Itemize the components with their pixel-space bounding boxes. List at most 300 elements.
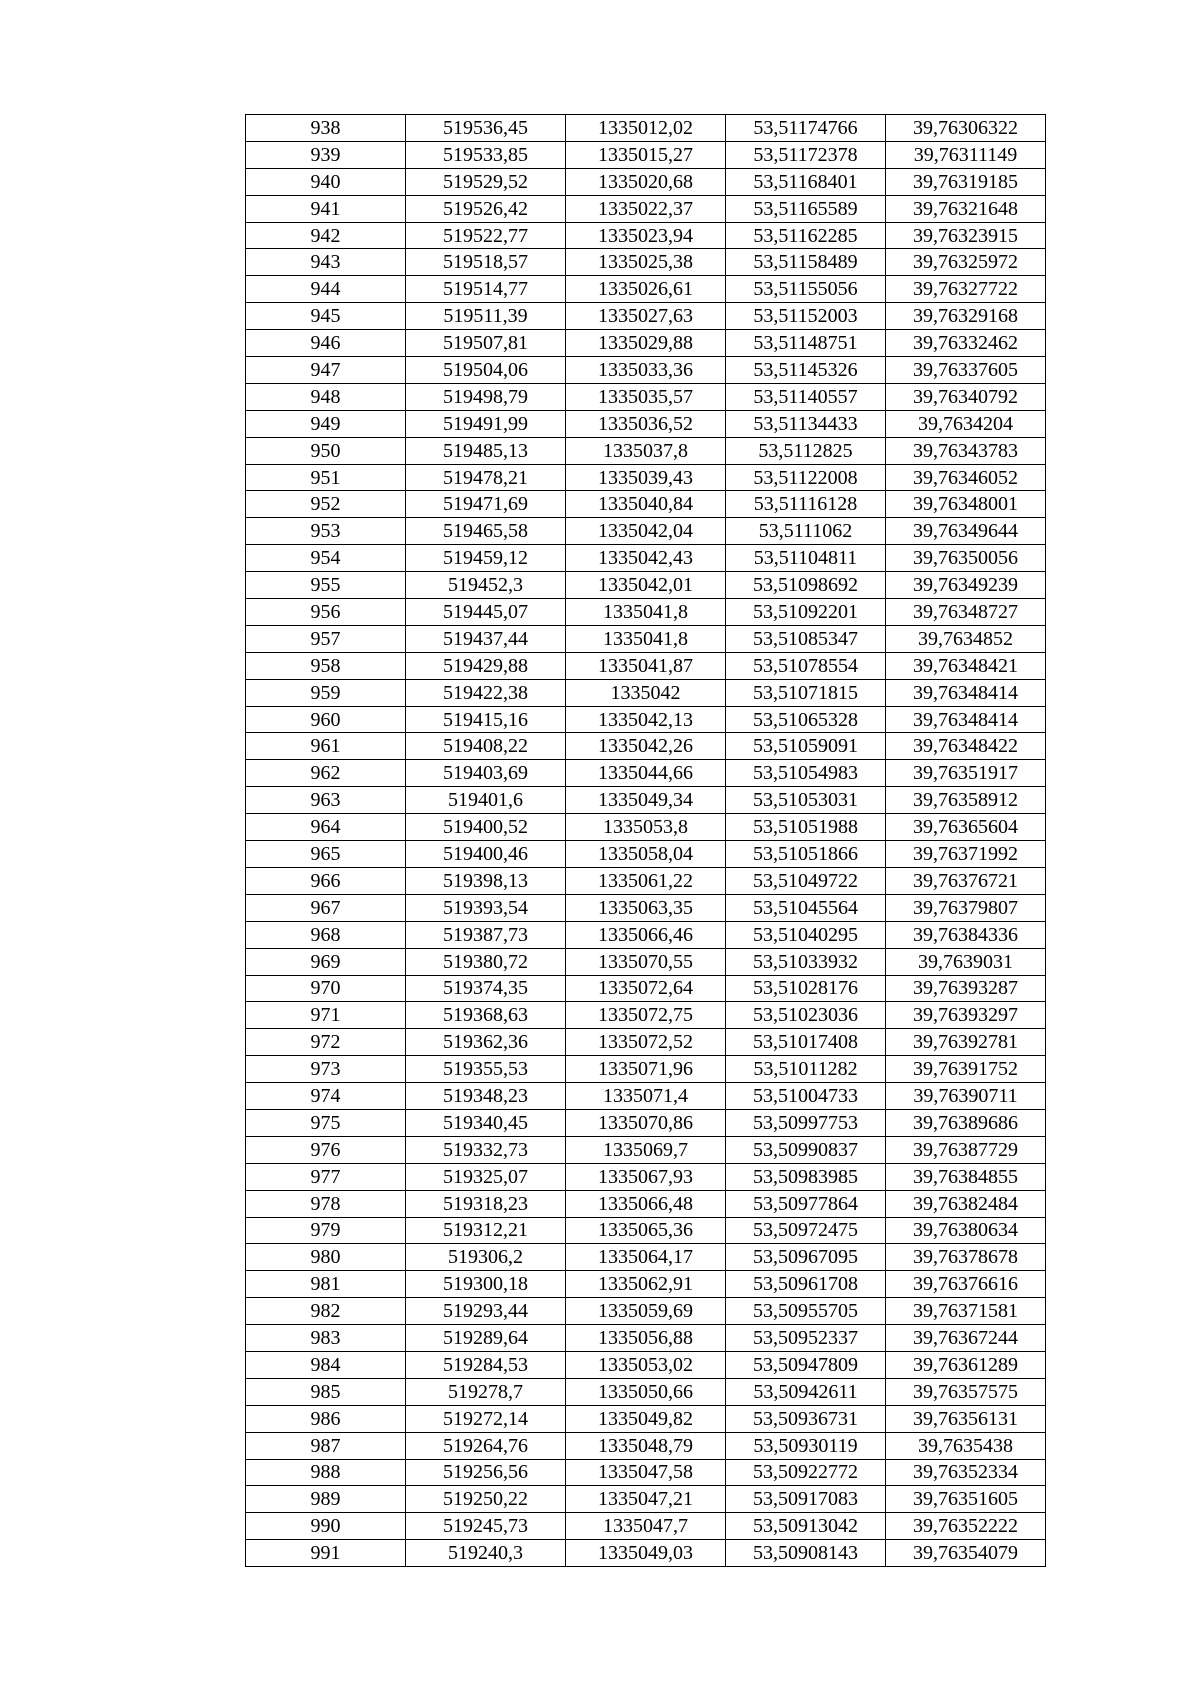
latitude-cell: 53,50913042 [726, 1513, 886, 1540]
x-coordinate-cell: 519471,69 [406, 491, 566, 518]
latitude-cell: 53,51085347 [726, 625, 886, 652]
point-number-cell: 962 [246, 760, 406, 787]
x-coordinate-cell: 519401,6 [406, 787, 566, 814]
table-row [246, 1351, 1046, 1378]
latitude-cell: 53,51152003 [726, 303, 886, 330]
coordinates-table-body [246, 115, 1046, 1567]
table-row [246, 814, 1046, 841]
y-coordinate-cell: 1335061,22 [566, 867, 726, 894]
latitude-cell: 53,50955705 [726, 1298, 886, 1325]
point-number-cell: 985 [246, 1378, 406, 1405]
longitude-cell: 39,76392781 [886, 1029, 1046, 1056]
y-coordinate-cell: 1335033,36 [566, 357, 726, 384]
longitude-cell: 39,76325972 [886, 249, 1046, 276]
latitude-cell: 53,5111062 [726, 518, 886, 545]
point-number-cell: 987 [246, 1432, 406, 1459]
table-row [246, 383, 1046, 410]
x-coordinate-cell: 519518,57 [406, 249, 566, 276]
x-coordinate-cell: 519272,14 [406, 1405, 566, 1432]
y-coordinate-cell: 1335029,88 [566, 330, 726, 357]
y-coordinate-cell: 1335039,43 [566, 464, 726, 491]
table-row [246, 195, 1046, 222]
table-row [246, 1217, 1046, 1244]
table-row [246, 948, 1046, 975]
point-number-cell: 980 [246, 1244, 406, 1271]
x-coordinate-cell: 519289,64 [406, 1325, 566, 1352]
table-row [246, 1432, 1046, 1459]
x-coordinate-cell: 519437,44 [406, 625, 566, 652]
point-number-cell: 990 [246, 1513, 406, 1540]
latitude-cell: 53,51140557 [726, 383, 886, 410]
longitude-cell: 39,76351917 [886, 760, 1046, 787]
x-coordinate-cell: 519278,7 [406, 1378, 566, 1405]
point-number-cell: 982 [246, 1298, 406, 1325]
x-coordinate-cell: 519355,53 [406, 1056, 566, 1083]
table-row [246, 652, 1046, 679]
longitude-cell: 39,76382484 [886, 1190, 1046, 1217]
longitude-cell: 39,76340792 [886, 383, 1046, 410]
longitude-cell: 39,76348414 [886, 706, 1046, 733]
latitude-cell: 53,51092201 [726, 599, 886, 626]
y-coordinate-cell: 1335047,21 [566, 1486, 726, 1513]
y-coordinate-cell: 1335047,7 [566, 1513, 726, 1540]
latitude-cell: 53,51145326 [726, 357, 886, 384]
latitude-cell: 53,50952337 [726, 1325, 886, 1352]
table-row [246, 599, 1046, 626]
longitude-cell: 39,76306322 [886, 115, 1046, 142]
longitude-cell: 39,76379807 [886, 894, 1046, 921]
y-coordinate-cell: 1335049,82 [566, 1405, 726, 1432]
point-number-cell: 943 [246, 249, 406, 276]
longitude-cell: 39,76390711 [886, 1083, 1046, 1110]
table-row [246, 141, 1046, 168]
longitude-cell: 39,76380634 [886, 1217, 1046, 1244]
longitude-cell: 39,76350056 [886, 545, 1046, 572]
latitude-cell: 53,51155056 [726, 276, 886, 303]
point-number-cell: 951 [246, 464, 406, 491]
point-number-cell: 946 [246, 330, 406, 357]
point-number-cell: 955 [246, 572, 406, 599]
x-coordinate-cell: 519318,23 [406, 1190, 566, 1217]
x-coordinate-cell: 519422,38 [406, 679, 566, 706]
latitude-cell: 53,50961708 [726, 1271, 886, 1298]
point-number-cell: 966 [246, 867, 406, 894]
table-row [246, 168, 1046, 195]
latitude-cell: 53,5112825 [726, 437, 886, 464]
y-coordinate-cell: 1335053,02 [566, 1351, 726, 1378]
latitude-cell: 53,51165589 [726, 195, 886, 222]
table-row [246, 1163, 1046, 1190]
x-coordinate-cell: 519511,39 [406, 303, 566, 330]
point-number-cell: 991 [246, 1540, 406, 1567]
latitude-cell: 53,50977864 [726, 1190, 886, 1217]
y-coordinate-cell: 1335053,8 [566, 814, 726, 841]
table-row [246, 1002, 1046, 1029]
table-row [246, 1136, 1046, 1163]
table-row [246, 330, 1046, 357]
latitude-cell: 53,50917083 [726, 1486, 886, 1513]
y-coordinate-cell: 1335023,94 [566, 222, 726, 249]
y-coordinate-cell: 1335072,75 [566, 1002, 726, 1029]
y-coordinate-cell: 1335042 [566, 679, 726, 706]
table-row [246, 706, 1046, 733]
x-coordinate-cell: 519491,99 [406, 410, 566, 437]
y-coordinate-cell: 1335041,8 [566, 625, 726, 652]
y-coordinate-cell: 1335022,37 [566, 195, 726, 222]
x-coordinate-cell: 519536,45 [406, 115, 566, 142]
latitude-cell: 53,51023036 [726, 1002, 886, 1029]
longitude-cell: 39,76354079 [886, 1540, 1046, 1567]
point-number-cell: 952 [246, 491, 406, 518]
point-number-cell: 989 [246, 1486, 406, 1513]
y-coordinate-cell: 1335042,13 [566, 706, 726, 733]
y-coordinate-cell: 1335042,01 [566, 572, 726, 599]
table-row [246, 491, 1046, 518]
table-row [246, 1109, 1046, 1136]
table-row [246, 1029, 1046, 1056]
x-coordinate-cell: 519408,22 [406, 733, 566, 760]
latitude-cell: 53,51045564 [726, 894, 886, 921]
y-coordinate-cell: 1335040,84 [566, 491, 726, 518]
x-coordinate-cell: 519445,07 [406, 599, 566, 626]
x-coordinate-cell: 519325,07 [406, 1163, 566, 1190]
table-row [246, 975, 1046, 1002]
point-number-cell: 975 [246, 1109, 406, 1136]
x-coordinate-cell: 519400,52 [406, 814, 566, 841]
x-coordinate-cell: 519507,81 [406, 330, 566, 357]
y-coordinate-cell: 1335072,64 [566, 975, 726, 1002]
x-coordinate-cell: 519526,42 [406, 195, 566, 222]
table-row [246, 518, 1046, 545]
table-row [246, 1513, 1046, 1540]
longitude-cell: 39,76389686 [886, 1109, 1046, 1136]
y-coordinate-cell: 1335035,57 [566, 383, 726, 410]
x-coordinate-cell: 519415,16 [406, 706, 566, 733]
y-coordinate-cell: 1335059,69 [566, 1298, 726, 1325]
point-number-cell: 988 [246, 1459, 406, 1486]
table-row [246, 1486, 1046, 1513]
latitude-cell: 53,51028176 [726, 975, 886, 1002]
latitude-cell: 53,50942611 [726, 1378, 886, 1405]
y-coordinate-cell: 1335062,91 [566, 1271, 726, 1298]
table-row [246, 303, 1046, 330]
longitude-cell: 39,76376616 [886, 1271, 1046, 1298]
longitude-cell: 39,76352334 [886, 1459, 1046, 1486]
table-row [246, 1298, 1046, 1325]
table-row [246, 357, 1046, 384]
x-coordinate-cell: 519264,76 [406, 1432, 566, 1459]
y-coordinate-cell: 1335042,26 [566, 733, 726, 760]
longitude-cell: 39,76351605 [886, 1486, 1046, 1513]
x-coordinate-cell: 519250,22 [406, 1486, 566, 1513]
latitude-cell: 53,51174766 [726, 115, 886, 142]
x-coordinate-cell: 519306,2 [406, 1244, 566, 1271]
point-number-cell: 977 [246, 1163, 406, 1190]
y-coordinate-cell: 1335058,04 [566, 841, 726, 868]
latitude-cell: 53,50936731 [726, 1405, 886, 1432]
longitude-cell: 39,76348727 [886, 599, 1046, 626]
point-number-cell: 970 [246, 975, 406, 1002]
longitude-cell: 39,76348414 [886, 679, 1046, 706]
point-number-cell: 958 [246, 652, 406, 679]
y-coordinate-cell: 1335042,43 [566, 545, 726, 572]
point-number-cell: 953 [246, 518, 406, 545]
longitude-cell: 39,76349644 [886, 518, 1046, 545]
y-coordinate-cell: 1335067,93 [566, 1163, 726, 1190]
latitude-cell: 53,51122008 [726, 464, 886, 491]
x-coordinate-cell: 519256,56 [406, 1459, 566, 1486]
x-coordinate-cell: 519348,23 [406, 1083, 566, 1110]
point-number-cell: 983 [246, 1325, 406, 1352]
longitude-cell: 39,76311149 [886, 141, 1046, 168]
x-coordinate-cell: 519340,45 [406, 1109, 566, 1136]
latitude-cell: 53,51071815 [726, 679, 886, 706]
point-number-cell: 950 [246, 437, 406, 464]
y-coordinate-cell: 1335050,66 [566, 1378, 726, 1405]
point-number-cell: 945 [246, 303, 406, 330]
x-coordinate-cell: 519245,73 [406, 1513, 566, 1540]
longitude-cell: 39,76358912 [886, 787, 1046, 814]
y-coordinate-cell: 1335037,8 [566, 437, 726, 464]
table-row [246, 572, 1046, 599]
latitude-cell: 53,50983985 [726, 1163, 886, 1190]
longitude-cell: 39,76348421 [886, 652, 1046, 679]
x-coordinate-cell: 519398,13 [406, 867, 566, 894]
longitude-cell: 39,76371581 [886, 1298, 1046, 1325]
x-coordinate-cell: 519332,73 [406, 1136, 566, 1163]
point-number-cell: 967 [246, 894, 406, 921]
x-coordinate-cell: 519529,52 [406, 168, 566, 195]
latitude-cell: 53,51040295 [726, 921, 886, 948]
latitude-cell: 53,51065328 [726, 706, 886, 733]
table-row [246, 1244, 1046, 1271]
table-row [246, 1056, 1046, 1083]
point-number-cell: 959 [246, 679, 406, 706]
latitude-cell: 53,50997753 [726, 1109, 886, 1136]
x-coordinate-cell: 519498,79 [406, 383, 566, 410]
point-number-cell: 956 [246, 599, 406, 626]
longitude-cell: 39,76348422 [886, 733, 1046, 760]
x-coordinate-cell: 519478,21 [406, 464, 566, 491]
longitude-cell: 39,76348001 [886, 491, 1046, 518]
table-row [246, 894, 1046, 921]
table-row [246, 1325, 1046, 1352]
x-coordinate-cell: 519300,18 [406, 1271, 566, 1298]
point-number-cell: 976 [246, 1136, 406, 1163]
point-number-cell: 949 [246, 410, 406, 437]
latitude-cell: 53,50967095 [726, 1244, 886, 1271]
latitude-cell: 53,51158489 [726, 249, 886, 276]
longitude-cell: 39,76393287 [886, 975, 1046, 1002]
latitude-cell: 53,51168401 [726, 168, 886, 195]
x-coordinate-cell: 519465,58 [406, 518, 566, 545]
point-number-cell: 978 [246, 1190, 406, 1217]
longitude-cell: 39,76321648 [886, 195, 1046, 222]
longitude-cell: 39,76319185 [886, 168, 1046, 195]
point-number-cell: 941 [246, 195, 406, 222]
latitude-cell: 53,51148751 [726, 330, 886, 357]
point-number-cell: 973 [246, 1056, 406, 1083]
y-coordinate-cell: 1335071,96 [566, 1056, 726, 1083]
y-coordinate-cell: 1335072,52 [566, 1029, 726, 1056]
point-number-cell: 938 [246, 115, 406, 142]
point-number-cell: 965 [246, 841, 406, 868]
latitude-cell: 53,51017408 [726, 1029, 886, 1056]
point-number-cell: 942 [246, 222, 406, 249]
table-row [246, 867, 1046, 894]
longitude-cell: 39,76361289 [886, 1351, 1046, 1378]
latitude-cell: 53,51078554 [726, 652, 886, 679]
latitude-cell: 53,51162285 [726, 222, 886, 249]
y-coordinate-cell: 1335025,38 [566, 249, 726, 276]
y-coordinate-cell: 1335044,66 [566, 760, 726, 787]
point-number-cell: 971 [246, 1002, 406, 1029]
y-coordinate-cell: 1335015,27 [566, 141, 726, 168]
longitude-cell: 39,76323915 [886, 222, 1046, 249]
point-number-cell: 963 [246, 787, 406, 814]
point-number-cell: 954 [246, 545, 406, 572]
y-coordinate-cell: 1335042,04 [566, 518, 726, 545]
coordinates-table [245, 114, 1046, 1567]
point-number-cell: 948 [246, 383, 406, 410]
latitude-cell: 53,51051866 [726, 841, 886, 868]
y-coordinate-cell: 1335070,86 [566, 1109, 726, 1136]
table-row [246, 437, 1046, 464]
longitude-cell: 39,7634204 [886, 410, 1046, 437]
point-number-cell: 939 [246, 141, 406, 168]
longitude-cell: 39,76337605 [886, 357, 1046, 384]
longitude-cell: 39,7634852 [886, 625, 1046, 652]
point-number-cell: 940 [246, 168, 406, 195]
table-row [246, 276, 1046, 303]
x-coordinate-cell: 519400,46 [406, 841, 566, 868]
latitude-cell: 53,50922772 [726, 1459, 886, 1486]
table-row [246, 733, 1046, 760]
table-row [246, 1378, 1046, 1405]
y-coordinate-cell: 1335056,88 [566, 1325, 726, 1352]
longitude-cell: 39,76378678 [886, 1244, 1046, 1271]
table-row [246, 921, 1046, 948]
table-row [246, 1083, 1046, 1110]
latitude-cell: 53,50908143 [726, 1540, 886, 1567]
x-coordinate-cell: 519504,06 [406, 357, 566, 384]
x-coordinate-cell: 519533,85 [406, 141, 566, 168]
latitude-cell: 53,51059091 [726, 733, 886, 760]
y-coordinate-cell: 1335070,55 [566, 948, 726, 975]
x-coordinate-cell: 519362,36 [406, 1029, 566, 1056]
latitude-cell: 53,51172378 [726, 141, 886, 168]
y-coordinate-cell: 1335049,34 [566, 787, 726, 814]
point-number-cell: 960 [246, 706, 406, 733]
y-coordinate-cell: 1335063,35 [566, 894, 726, 921]
y-coordinate-cell: 1335041,87 [566, 652, 726, 679]
point-number-cell: 981 [246, 1271, 406, 1298]
latitude-cell: 53,50930119 [726, 1432, 886, 1459]
longitude-cell: 39,76384855 [886, 1163, 1046, 1190]
latitude-cell: 53,51054983 [726, 760, 886, 787]
table-row [246, 1459, 1046, 1486]
longitude-cell: 39,76371992 [886, 841, 1046, 868]
y-coordinate-cell: 1335064,17 [566, 1244, 726, 1271]
longitude-cell: 39,76356131 [886, 1405, 1046, 1432]
latitude-cell: 53,51051988 [726, 814, 886, 841]
latitude-cell: 53,51098692 [726, 572, 886, 599]
point-number-cell: 947 [246, 357, 406, 384]
y-coordinate-cell: 1335071,4 [566, 1083, 726, 1110]
table-row [246, 115, 1046, 142]
x-coordinate-cell: 519368,63 [406, 1002, 566, 1029]
table-row [246, 1190, 1046, 1217]
x-coordinate-cell: 519374,35 [406, 975, 566, 1002]
table-row [246, 410, 1046, 437]
x-coordinate-cell: 519393,54 [406, 894, 566, 921]
longitude-cell: 39,76391752 [886, 1056, 1046, 1083]
latitude-cell: 53,51049722 [726, 867, 886, 894]
table-row [246, 625, 1046, 652]
longitude-cell: 39,76332462 [886, 330, 1046, 357]
longitude-cell: 39,76327722 [886, 276, 1046, 303]
longitude-cell: 39,76349239 [886, 572, 1046, 599]
latitude-cell: 53,51011282 [726, 1056, 886, 1083]
y-coordinate-cell: 1335041,8 [566, 599, 726, 626]
table-row [246, 760, 1046, 787]
y-coordinate-cell: 1335020,68 [566, 168, 726, 195]
longitude-cell: 39,76393297 [886, 1002, 1046, 1029]
point-number-cell: 961 [246, 733, 406, 760]
point-number-cell: 972 [246, 1029, 406, 1056]
longitude-cell: 39,76365604 [886, 814, 1046, 841]
table-row [246, 1271, 1046, 1298]
point-number-cell: 984 [246, 1351, 406, 1378]
y-coordinate-cell: 1335027,63 [566, 303, 726, 330]
point-number-cell: 986 [246, 1405, 406, 1432]
y-coordinate-cell: 1335066,46 [566, 921, 726, 948]
table-row [246, 464, 1046, 491]
latitude-cell: 53,51134433 [726, 410, 886, 437]
x-coordinate-cell: 519485,13 [406, 437, 566, 464]
x-coordinate-cell: 519459,12 [406, 545, 566, 572]
latitude-cell: 53,51053031 [726, 787, 886, 814]
y-coordinate-cell: 1335065,36 [566, 1217, 726, 1244]
y-coordinate-cell: 1335026,61 [566, 276, 726, 303]
x-coordinate-cell: 519452,3 [406, 572, 566, 599]
point-number-cell: 969 [246, 948, 406, 975]
latitude-cell: 53,51104811 [726, 545, 886, 572]
x-coordinate-cell: 519293,44 [406, 1298, 566, 1325]
x-coordinate-cell: 519514,77 [406, 276, 566, 303]
latitude-cell: 53,50947809 [726, 1351, 886, 1378]
point-number-cell: 944 [246, 276, 406, 303]
table-row [246, 1540, 1046, 1567]
point-number-cell: 974 [246, 1083, 406, 1110]
y-coordinate-cell: 1335036,52 [566, 410, 726, 437]
x-coordinate-cell: 519240,3 [406, 1540, 566, 1567]
x-coordinate-cell: 519403,69 [406, 760, 566, 787]
table-row [246, 1405, 1046, 1432]
x-coordinate-cell: 519522,77 [406, 222, 566, 249]
table-row [246, 545, 1046, 572]
longitude-cell: 39,76357575 [886, 1378, 1046, 1405]
table-row [246, 787, 1046, 814]
x-coordinate-cell: 519380,72 [406, 948, 566, 975]
table-row [246, 841, 1046, 868]
y-coordinate-cell: 1335012,02 [566, 115, 726, 142]
x-coordinate-cell: 519387,73 [406, 921, 566, 948]
longitude-cell: 39,76376721 [886, 867, 1046, 894]
point-number-cell: 957 [246, 625, 406, 652]
point-number-cell: 964 [246, 814, 406, 841]
x-coordinate-cell: 519429,88 [406, 652, 566, 679]
